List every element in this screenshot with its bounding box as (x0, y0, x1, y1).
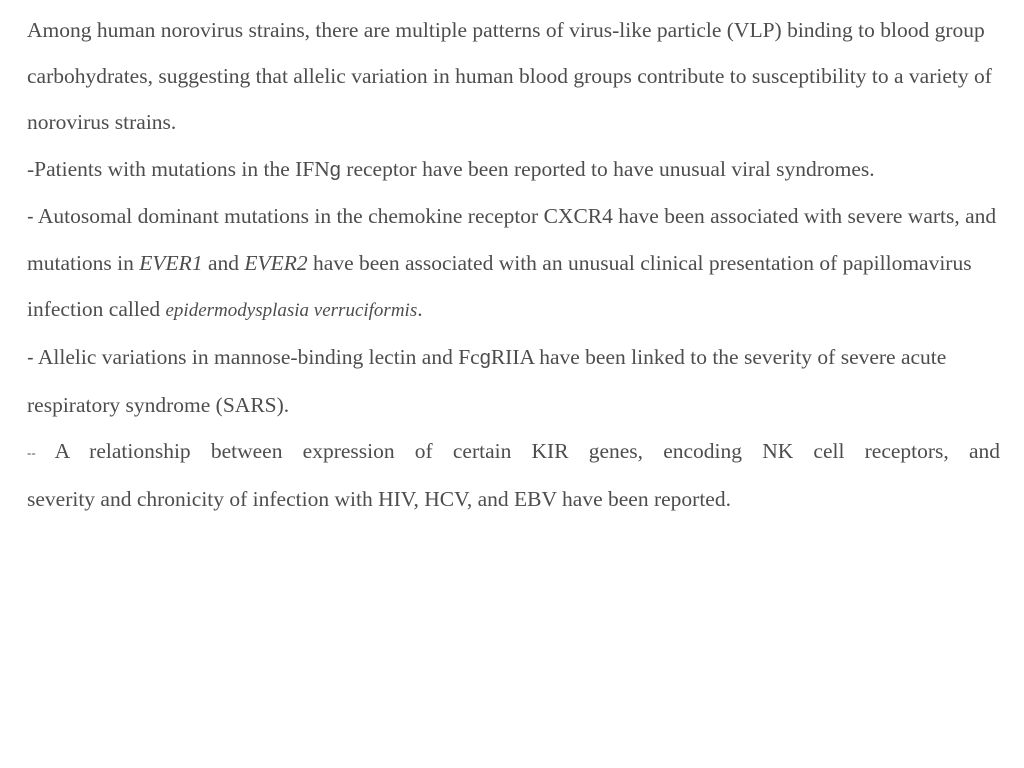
paragraph-ifn-receptor (27, 146, 1000, 193)
disease-name: epidermodysplasia verruciformis (165, 300, 418, 322)
sars-text: RIIA have been linked to the severity of severe acute respiratory syndrome (SARS). (27, 345, 947, 417)
bullet-dash: - (27, 347, 34, 370)
ifn-text-after: receptor have been reported to have unusual viral syndromes. (340, 156, 875, 181)
paragraph-kir-line2: severity and chronicity of infection with HIV, HCV, and EBV have been reported. (27, 487, 731, 512)
paragraph-norovirus-vlp: Among human norovirus strains, there are multiple patterns of virus-like particle (VLP) binding to blood group carbohydrates, suggesting that allelic variation in human blood groups contribute to susceptibility to a variety of norovirus strains. (27, 18, 992, 135)
gene-ever1: EVER1 (139, 251, 203, 276)
papilloma-text: have been associated with an unusual clinical presentation of papillomavirus infection called (27, 251, 972, 322)
kir-text-line1: A relationship between expression of certain KIR genes, encoding NK cell receptors, and (35, 438, 1000, 463)
gamma-symbol: g (329, 158, 341, 181)
ifn-text-before: -Patients with mutations in the IFN (27, 156, 330, 181)
paragraph-mbl-sars (27, 334, 1000, 427)
bullet-double-dash: -- (27, 444, 36, 460)
gamma-symbol: g (479, 347, 491, 370)
paragraph-kir-line1 (27, 428, 1000, 476)
paragraph-cxcr4-ever (27, 193, 1000, 335)
cxcr4-text: Autosomal dominant mutations in the chemokine receptor CXCR4 have been associated with severe warts, and mutations in (27, 203, 997, 276)
period: . (417, 297, 423, 322)
and-text: and (202, 251, 245, 276)
gene-ever2: EVER2 (244, 251, 308, 276)
mbl-text: Allelic variations in mannose-binding lectin and Fc (33, 345, 480, 370)
bullet-dash: - (27, 205, 34, 228)
